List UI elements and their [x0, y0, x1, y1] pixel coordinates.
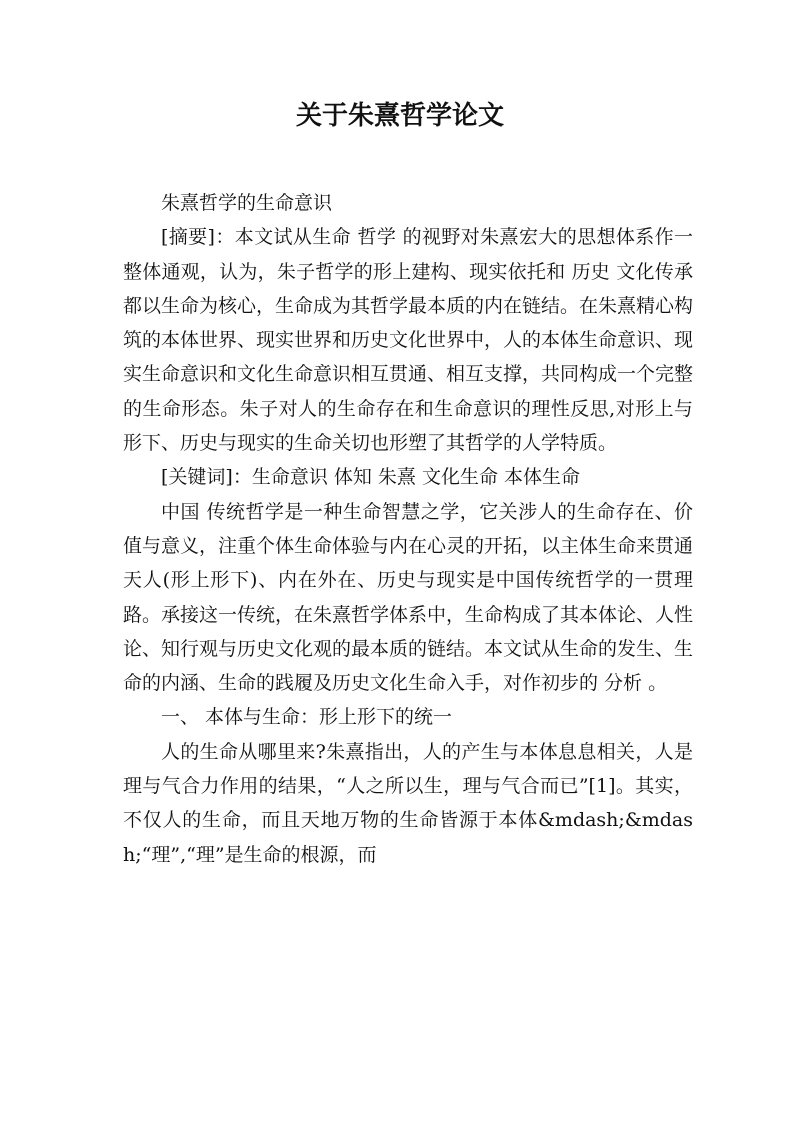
subsection-heading: 一、 本体与生命：形上形下的统一 — [161, 706, 453, 729]
document-body — [123, 186, 693, 872]
body-paragraph: 人的生命从哪里来?朱熹指出，人的产生与本体息息相关，人是理与气合力作用的结果，“人之所以生，理与气合而已”[1]。其实，不仅人的生命，而且天地万物的生命皆源于本体&mdash;&mdash;“理”,“理”是生命的根源，而 — [123, 740, 693, 866]
abstract-paragraph: [摘要]：本文试从生命 哲学 的视野对朱熹宏大的思想体系作一整体通观，认为，朱子哲学的形上建构、现实依托和 历史 文化传承都以生命为核心，生命成为其哲学最本质的内在链结。在朱熹精心构筑的本体世界、现实世界和历史文化世界中，人的本体生命意识、现实生命意识和文化生命意识相互贯通、相互支撑，共同构成一个完整的生命形态。朱子对人的生命存在和生命意识的理性反思,对形上与形下、历史与现实的生命关切也形塑了其哲学的人学特质。 — [123, 226, 694, 455]
intro-paragraph: 中国 传统哲学是一种生命智慧之学，它关涉人的生命存在、价值与意义，注重个体生命体验与内在心灵的开拓，以主体生命来贯通天人(形上形下)、内在外在、历史与现实是中国传统哲学的一贯理路。承接这一传统，在朱熹哲学体系中，生命构成了其本体论、人性论、知行观与历史文化观的最本质的链结。本文试从生命的发生、生命的内涵、生命的践履及历史文化生命入手，对作初步的 分析 。 — [123, 500, 694, 695]
section-heading: 朱熹哲学的生命意识 — [161, 192, 333, 214]
keywords-paragraph: [关键词]：生命意识 体知 朱熹 文化生命 本体生命 — [161, 466, 580, 489]
document-title: 关于朱熹哲学论文 — [295, 101, 504, 131]
